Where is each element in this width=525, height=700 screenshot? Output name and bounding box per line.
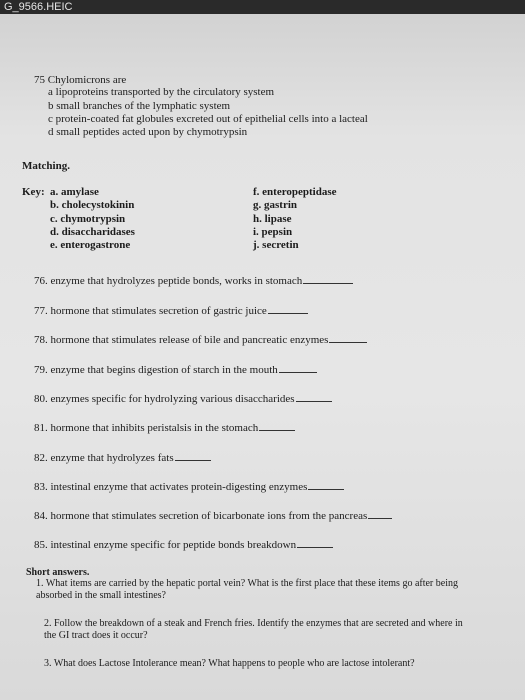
- matching-heading: Matching.: [22, 160, 70, 172]
- matching-item-79: [34, 362, 317, 376]
- matching-item-76: [34, 273, 353, 287]
- answer-blank-79[interactable]: [279, 362, 317, 373]
- matching-item-78: [34, 332, 367, 346]
- question-75-option-c: c protein-coated fat globules excreted out of epithelial cells into a lacteal: [48, 113, 368, 125]
- matching-item-84: [34, 508, 392, 522]
- key-item-i: i. pepsin: [253, 226, 293, 238]
- matching-item-85-text: 85. intestinal enzyme specific for peptide bonds breakdown: [34, 539, 297, 551]
- short-answer-1: 1. What items are carried by the hepatic portal vein? What is the first place that these items go after being absorbed in the small intestines?: [36, 578, 458, 601]
- question-75-stem: 75 Chylomicrons are: [34, 74, 127, 86]
- answer-blank-84[interactable]: [368, 508, 392, 519]
- question-75-option-a: a lipoproteins transported by the circulatory system: [48, 86, 275, 98]
- matching-item-77-text: 77. hormone that stimulates secretion of gastric juice: [34, 305, 267, 317]
- key-item-h: h. lipase: [253, 213, 292, 225]
- short-answer-3: 3. What does Lactose Intolerance mean? What happens to people who are lactose intolerant?: [44, 658, 415, 669]
- answer-blank-76[interactable]: [303, 273, 353, 284]
- window-title: G_9566.HEIC: [0, 0, 525, 14]
- key-item-d: d. disaccharidases: [50, 226, 135, 238]
- matching-item-81-text: 81. hormone that inhibits peristalsis in the stomach: [34, 422, 259, 434]
- matching-item-85: [34, 537, 333, 551]
- key-item-e: e. enterogastrone: [50, 239, 131, 251]
- question-75-option-d: d small peptides acted upon by chymotrypsin: [48, 126, 248, 138]
- answer-blank-85[interactable]: [297, 537, 333, 548]
- matching-item-83-text: 83. intestinal enzyme that activates protein-digesting enzymes: [34, 481, 308, 493]
- answer-blank-83[interactable]: [308, 479, 344, 490]
- answer-blank-78[interactable]: [329, 332, 367, 343]
- key-item-g: g. gastrin: [253, 199, 297, 211]
- matching-item-76-text: 76. enzyme that hydrolyzes peptide bonds, works in stomach: [34, 275, 303, 287]
- matching-item-83: [34, 479, 344, 493]
- matching-item-79-text: 79. enzyme that begins digestion of starch in the mouth: [34, 364, 278, 376]
- matching-item-84-text: 84. hormone that stimulates secretion of bicarbonate ions from the pancreas: [34, 510, 368, 522]
- answer-blank-80[interactable]: [296, 391, 332, 402]
- key-item-c: c. chymotrypsin: [50, 213, 126, 225]
- key-label: Key:: [22, 186, 45, 198]
- matching-item-80: [34, 391, 332, 405]
- matching-item-77: [34, 303, 308, 317]
- matching-item-80-text: 80. enzymes specific for hydrolyzing various disaccharides: [34, 393, 295, 405]
- matching-item-81: [34, 420, 295, 434]
- matching-item-82: [34, 450, 211, 464]
- matching-item-82-text: 82. enzyme that hydrolyzes fats: [34, 452, 174, 464]
- short-answer-2: 2. Follow the breakdown of a steak and French fries. Identify the enzymes that are secreted and where in the GI tract does it occur?: [44, 618, 463, 641]
- matching-item-78-text: 78. hormone that stimulates release of bile and pancreatic enzymes: [34, 334, 329, 346]
- key-item-b: b. cholecystokinin: [50, 199, 135, 211]
- key-item-f: f. enteropeptidase: [253, 186, 337, 198]
- key-item-j: j. secretin: [253, 239, 299, 251]
- worksheet-page: [0, 14, 525, 700]
- answer-blank-77[interactable]: [268, 303, 308, 314]
- answer-blank-82[interactable]: [175, 450, 211, 461]
- answer-blank-81[interactable]: [259, 420, 295, 431]
- question-75-option-b: b small branches of the lymphatic system: [48, 100, 231, 112]
- short-answers-heading: Short answers.: [26, 567, 90, 578]
- key-item-a: a. amylase: [50, 186, 99, 198]
